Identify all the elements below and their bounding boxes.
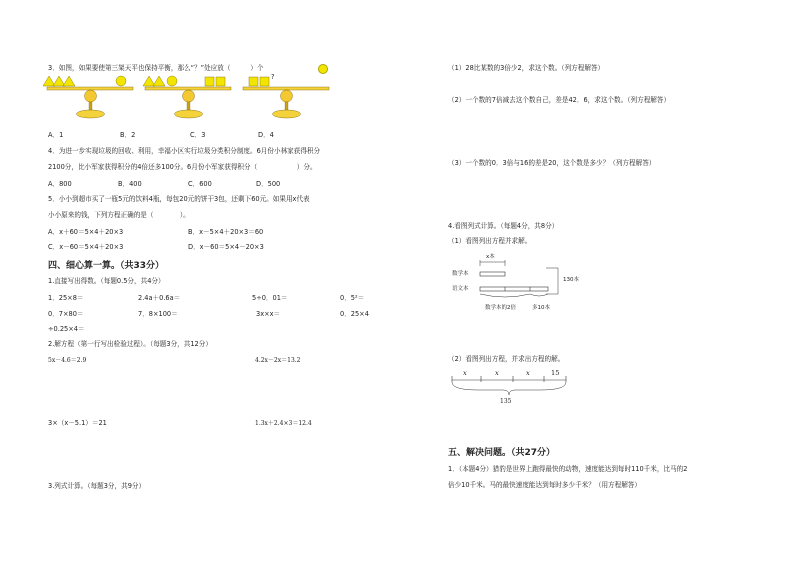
direct-calc-item: 1．25×8＝ — [48, 294, 84, 302]
figure-calc-title: 4.看图列式计算。（每题4分，共8分） — [448, 222, 559, 230]
equation-1: 5x－4.6＝2.9 — [48, 357, 87, 364]
direct-calc-item: ÷0.25×4＝ — [48, 325, 85, 333]
segment-15: 15 — [551, 369, 560, 377]
q5-option-c: C．x－60＝5×4＋20×3 — [48, 243, 124, 251]
direct-calc-item: 0．5²＝ — [340, 294, 365, 302]
segment-x-1: x — [463, 369, 467, 377]
direct-calc-item: 3x×x＝ — [256, 310, 281, 318]
direct-calc-item: 7．8×100＝ — [138, 310, 178, 318]
list-calc-2: （2）一个数的7倍减去这个数自己，差是42．6，求这个数。（列方程解答） — [448, 96, 671, 104]
q3-option-c: C．3 — [190, 131, 206, 139]
q4-option-c: C．600 — [188, 180, 212, 188]
q4-option-d: D．500 — [256, 180, 281, 188]
balance-scale-3 — [243, 77, 329, 118]
equation-2: 4.2x－2x＝13.2 — [255, 357, 301, 364]
q5-line2: 小小原来的钱，下列方程正确的是（ ）。 — [48, 211, 190, 219]
segment-diagram-2 — [448, 370, 588, 410]
direct-calc-item: 5÷0．01＝ — [252, 294, 288, 302]
equation-3: 3×（x－5.1）＝21 — [48, 419, 107, 427]
answer-circle-icon — [318, 64, 328, 74]
segment-x-2: x — [495, 369, 499, 377]
figure-calc-sub2: （2）看图列出方程，并求出方程的解。 — [448, 355, 565, 363]
math-book-label: 数学本 — [452, 271, 469, 277]
q3-option-b: B．2 — [120, 131, 136, 139]
q4-line1: 4．为进一步实现垃圾的回收、利用，幸福小区实行垃圾分类积分制度。6月份小林家获得积分 — [48, 147, 321, 155]
balance-scale-2 — [143, 76, 231, 118]
q3-stem: 3．如图，如果要使第三架天平也保持平衡，那么“？”处应放（ ）个 — [48, 64, 264, 72]
balance-scale-1 — [43, 76, 133, 118]
list-calc-title: 3.列式计算。（每题3分，共9分） — [48, 482, 146, 490]
list-calc-3: （3）一个数的0．3倍与16的差是20，这个数是多少？（列方程解答） — [448, 159, 656, 167]
q4-option-b: B．400 — [118, 180, 142, 188]
chinese-book-label: 语文本 — [452, 286, 469, 292]
q3-option-d: D．4 — [258, 131, 274, 139]
q3-option-a: A．1 — [48, 131, 64, 139]
math-book-bar — [480, 272, 505, 276]
direct-calc-item: 0．25×4 — [340, 310, 369, 318]
balance-figure — [45, 74, 345, 124]
chinese-book-bar — [480, 287, 548, 291]
figure-calc-sub1: （1）看图列出方程并求解。 — [448, 237, 532, 245]
section-5-title: 五、解决问题。（共27分） — [448, 448, 556, 458]
total-books-label: 130本 — [563, 277, 579, 283]
q4-line2: 2100分，比小军家获得积分的4倍还多100分。6月份小军家获得积分（ ）分。 — [48, 163, 317, 171]
segment-x-3: x — [526, 369, 530, 377]
section-4-title: 四、细心算一算。（共33分） — [48, 261, 165, 271]
direct-calc-item: 2.4a＋0.6a＝ — [138, 294, 181, 302]
list-calc-1: （1）28比某数的3倍少2，求这个数。（列方程解答） — [448, 64, 605, 72]
balance-question-mark: ? — [271, 73, 275, 81]
q5-option-a: A．x＋60＝5×4＋20×3 — [48, 228, 124, 236]
solve-equation-title: 2.解方程（第一行写出检验过程）。（每题3分，共12分） — [48, 340, 212, 348]
more-label: 多10本 — [532, 305, 550, 311]
problem-1-line1: 1．（本题4分）猎豹是世界上跑得最快的动物，速度能达到每时110千米，比马的2 — [448, 465, 688, 473]
segment-sum: 135 — [500, 398, 512, 405]
double-label: 数学本的2倍 — [485, 305, 516, 311]
x-books-label: x本 — [486, 254, 495, 260]
q4-option-a: A．800 — [48, 180, 72, 188]
direct-calc-item: 0．7×80＝ — [48, 310, 84, 318]
q5-line1: 5．小小到超市买了一瓶5元的饮料4瓶，每包20元的饼干3包，还剩下60元。如果用x代表 — [48, 195, 310, 203]
problem-1-line2: 倍少10千米。马的最快速度能达到每时多少千米？（用方程解答） — [448, 481, 642, 489]
q5-option-d: D．x－60＝5×4－20×3 — [188, 243, 264, 251]
equation-4: 1.3x＋2.4×3＝12.4 — [255, 420, 312, 427]
q5-option-b: B．x－5×4＋20×3＝60 — [188, 228, 264, 236]
direct-calc-title: 1.直接写出得数。（每题0.5分，共4分） — [48, 277, 165, 285]
